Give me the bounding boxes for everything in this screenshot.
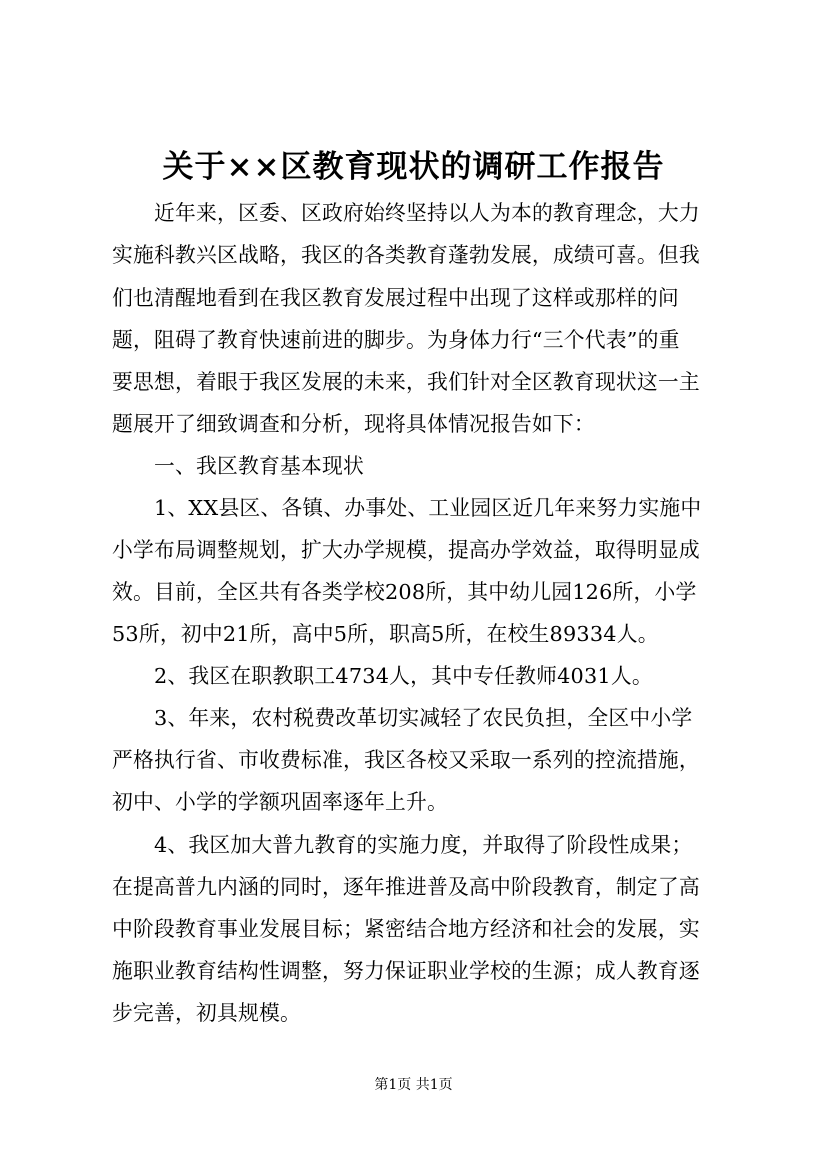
text-line: 施职业教育结构性调整，努力保证职业学校的生源；成人教育逐 [112,959,700,983]
text-line: 步完善，初具规模。 [112,1001,301,1025]
text-line: 中阶段教育事业发展目标；紧密结合地方经济和社会的发展，实 [112,917,700,941]
document-title: 关于××区教育现状的调研工作报告 [162,149,665,185]
text-line: 题展开了细致调查和分析，现将具体情况报告如下： [112,412,595,436]
text-line: 4、我区加大普九教育的实施力度，并取得了阶段性成果； [154,833,693,857]
section-heading: 一、我区教育基本现状 [154,454,364,478]
text-line: 2、我区在职教职工4734人，其中专任教师4031人。 [154,664,653,688]
text-line: 初中、小学的学额巩固率逐年上升。 [112,790,448,814]
text-line: 在提高普九内涵的同时，逐年推进普及高中阶段教育，制定了高 [112,875,700,899]
text-line: 要思想，着眼于我区发展的未来，我们针对全区教育现状这一主 [112,370,700,394]
text-line: 们也清醒地看到在我区教育发展过程中出现了这样或那样的问 [112,286,679,310]
text-line: 小学布局调整规划，扩大办学规模，提高办学效益，取得明显成 [112,538,700,562]
text-line: 题，阻碍了教育快速前进的脚步。为身体力行“三个代表”的重 [112,328,680,352]
text-line: 实施科教兴区战略，我区的各类教育蓬勃发展，成绩可喜。但我 [112,243,700,267]
text-line: 3、年来，农村税费改革切实减轻了农民负担，全区中小学 [154,706,693,730]
text-line: 近年来，区委、区政府始终坚持以人为本的教育理念，大力 [154,201,700,225]
text-line: 53所，初中21所，高中5所，职高5所，在校生89334人。 [112,622,659,646]
page-footer: 第1页 共1页 [374,1077,453,1093]
text-line: 1、XX县区、各镇、办事处、工业园区近几年来努力实施中 [154,496,702,520]
text-line: 严格执行省、市收费标准，我区各校又采取一系列的控流措施， [112,748,700,772]
text-line: 效。目前，全区共有各类学校208所，其中幼儿园126所，小学 [112,580,697,604]
